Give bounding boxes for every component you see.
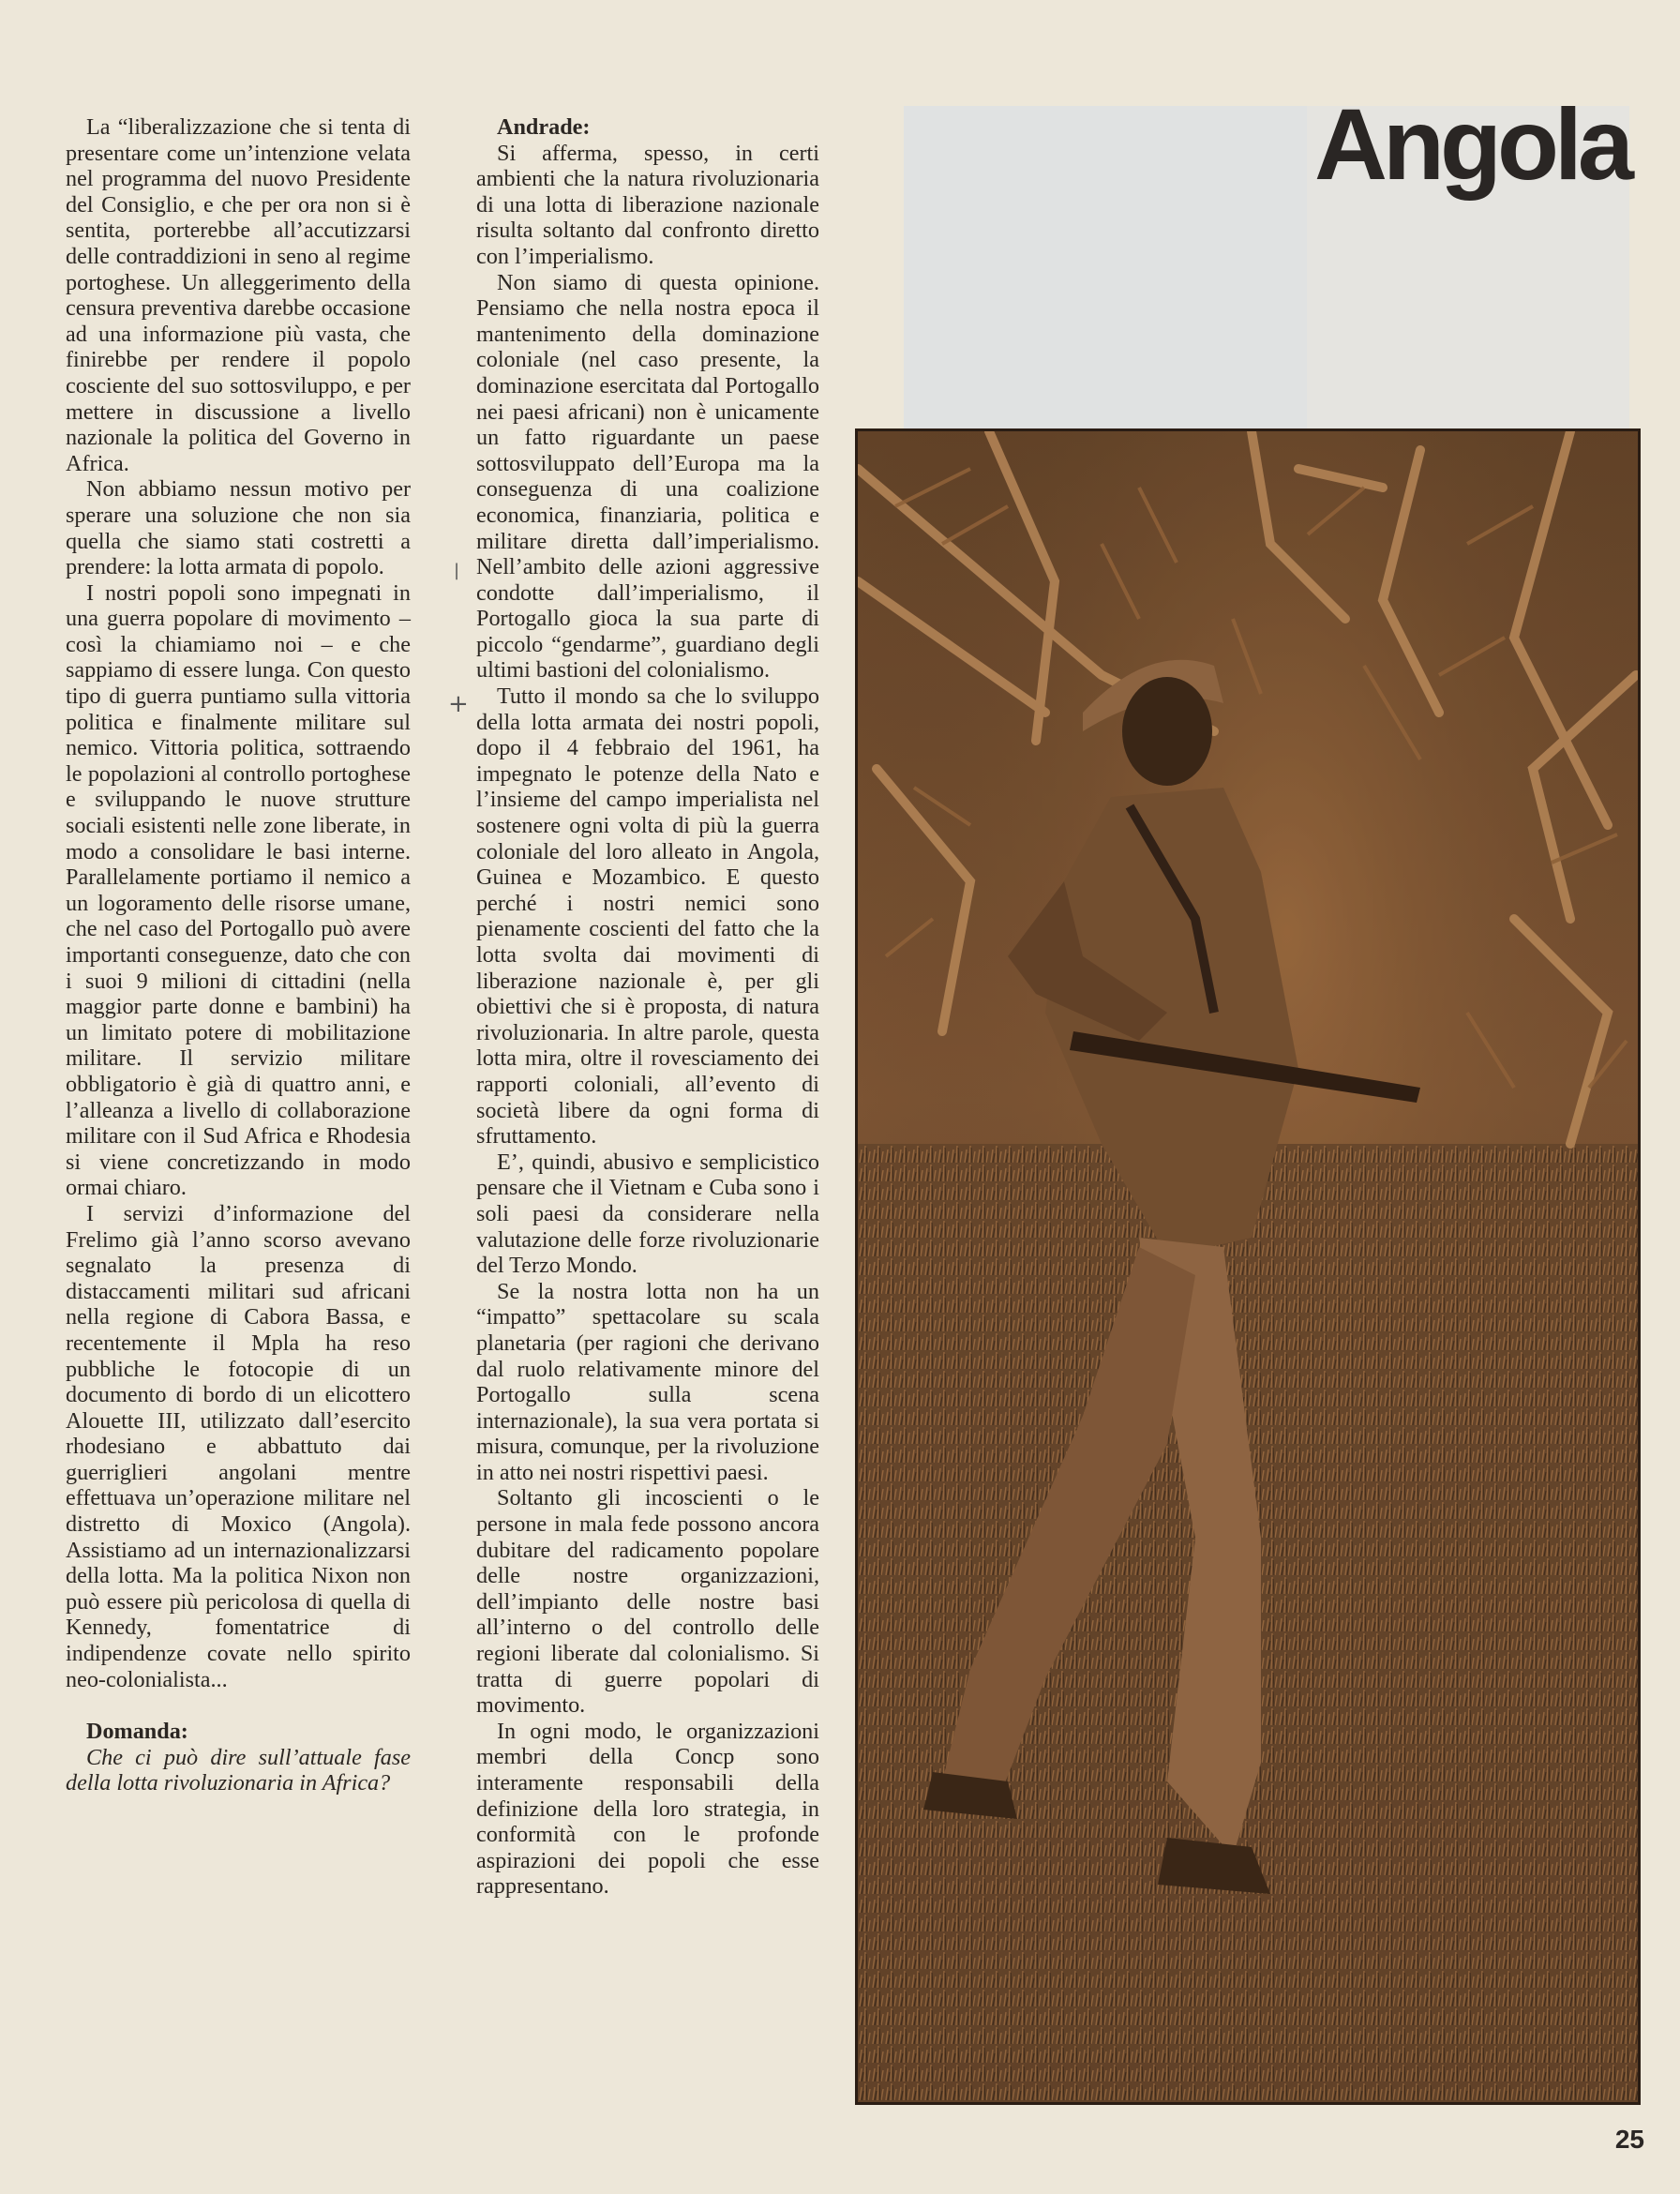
paragraph: Tutto il mondo sa che lo sviluppo della lotta armata dei nostri popoli, dopo il 4 febbraio del 1961, ha impegnato le potenze della Nato e l’insieme del campo imperialista nel sostenere ogni volta di più la guerra coloniale del loro alleato in Angola, Guinea e Mozambico. E questo perché i nostri nemici sono pienamente coscienti del fatto che la lotta svolta dai movimenti di liberazione nazionale è, per gli obiettivi che si è proposta, di natura rivoluzionaria. In altre parole, questa lotta mira, oltre il rovesciamento dei rapporti coloniali, all’evento di società libere da ogni forma di sfruttamento. — [476, 684, 819, 1150]
question-text: Che ci può dire sull’attuale fase della lotta rivoluzionaria in Africa? — [66, 1744, 411, 1796]
paragraph: I servizi d’informazione del Frelimo già l’anno scorso avevano segnalato la presenza di distaccamenti militari sud africani nella regione di Cabora Bassa, e recentemente il Mpla ha reso pubbliche le fotocopie di un documento di bordo di un elicottero Alouette III, utilizzato dall’esercito rhodesiano e abbattuto dai guerriglieri angolani mentre effettuava un’operazione militare nel distretto di Moxico (Angola). Assistiamo ad un internazionalizzarsi della lotta. Ma la politica Nixon non può essere più pericolosa di quella di Kennedy, fomentatrice di indipendenze covate nello spirito neo-colonialista... — [66, 1200, 411, 1692]
text-column-left — [66, 114, 411, 1796]
paragraph: Non siamo di questa opinione. Pensiamo che nella nostra epoca il mantenimento della dominazione coloniale (nel caso presente, la dominazione esercitata dal Portogallo nei paesi africani) non è unicamente un fatto riguardante un paese sottosviluppato dell’Europa ma la conseguenza di una coalizione economica, finanziaria, politica e militare diretta dall’imperialismo. Nell’ambito delle azioni aggressive condotte dall’imperialismo, il Portogallo gioca la sua parte di piccolo “gendarme”, guardiano degli ultimi bastioni del colonialismo. — [476, 269, 819, 684]
paragraph: Non abbiamo nessun motivo per sperare una soluzione che non sia quella che siamo stati costretti a prendere: la lotta armata di popolo. — [66, 476, 411, 580]
paragraph: Se la nostra lotta non ha un “impatto” spettacolare su scala planetaria (per ragioni che derivano dal ruolo relativamente minore del Portogallo sulla scena internazionale), la sua vera portata si misura, comunque, per la rivoluzione in atto nei nostri rispettivi paesi. — [476, 1278, 819, 1485]
question-label: Domanda: — [86, 1719, 188, 1745]
page-number: 25 — [1614, 2125, 1644, 2154]
paragraph: In ogni modo, le organizzazioni membri della Concp sono interamente responsabili della definizione della loro strategia, in conformità con le profonde aspirazioni dei popoli che esse rappresentano. — [476, 1718, 819, 1900]
photo-illustration — [858, 431, 1638, 2102]
spacer — [66, 1692, 411, 1719]
margin-cross-mark: + — [448, 690, 469, 718]
margin-line-mark: | — [454, 561, 460, 580]
paragraph: La “liberalizzazione che si tenta di presentare come un’intenzione velata nel programma del nuovo Presidente del Consiglio, e che per ora non si è sentita, porterebbe all’accutizzarsi delle contraddizioni in seno al regime portoghese. Un alleggerimento della censura preventiva darebbe occasione ad una informazione più vasta, che finirebbe per rendere il popolo cosciente del suo sottosviluppo, e per mettere in discussione a livello nazionale la politica del Governo in Africa. — [66, 114, 411, 476]
page-title: Angola — [1314, 87, 1629, 201]
guerrilla-soldier-photo — [855, 428, 1641, 2105]
text-column-right — [476, 114, 819, 1900]
paragraph: E’, quindi, abusivo e semplicistico pensare che il Vietnam e Cuba sono i soli paesi da considerare nella valutazione delle forze rivoluzionarie del Terzo Mondo. — [476, 1149, 819, 1279]
background-panel — [904, 106, 1307, 429]
paragraph: I nostri popoli sono impegnati in una guerra popolare di movimento – così la chiamiamo noi – e che sappiamo di essere lunga. Con questo tipo di guerra puntiamo sulla vittoria politica e finalmente militare sul nemico. Vittoria politica, sottraendo le popolazioni al controllo portoghese e sviluppando le nuove strutture sociali esistenti nelle zone liberate, in modo a consolidare le basi interne. Parallelamente portiamo il nemico a un logoramento delle risorse umane, che nel caso del Portogallo può avere importanti conseguenze, dato che con i suoi 9 milioni di cittadini (nella maggior parte donne e bambini) ha un limitato potere di mobilitazione militare. Il servizio militare obbligatorio è già di quattro anni, e l’alleanza a livello di collaborazione militare con il Sud Africa e Rhodesia si viene concretizzando in modo ormai chiaro. — [66, 579, 411, 1201]
paragraph: Soltanto gli incoscienti o le persone in mala fede possono ancora dubitare del radicamento popolare delle nostre organizzazioni, dell’impianto delle nostre basi all’interno o del controllo delle regioni liberate dal colonialismo. Si tratta di guerre popolari di movimento. — [476, 1485, 819, 1719]
paragraph: Si afferma, spesso, in certi ambienti che la natura rivoluzionaria di una lotta di liberazione nazionale risulta soltanto dal confronto diretto con l’imperialismo. — [476, 140, 819, 269]
answer-label: Andrade: — [497, 114, 591, 140]
